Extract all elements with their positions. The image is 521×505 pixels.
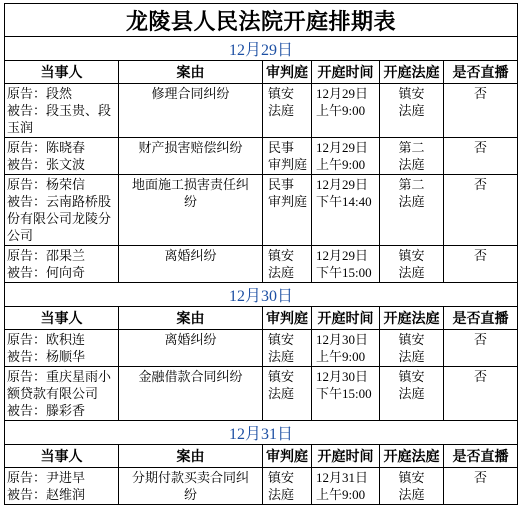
defendant-name: 被告：赵维润 bbox=[7, 487, 86, 502]
column-header-tribunal: 审判庭 bbox=[263, 61, 312, 84]
cause-cell bbox=[119, 84, 263, 138]
column-header-live-broadcast: 是否直播 bbox=[444, 307, 518, 330]
column-header-courtroom: 开庭法庭 bbox=[380, 445, 444, 468]
cause-cell bbox=[119, 468, 263, 505]
plaintiff-name: 原告：重庆星雨小额贷款有限公司 bbox=[7, 369, 112, 401]
cause-text: 离婚纠纷 bbox=[164, 248, 217, 263]
cause-text: 分期付款买卖合同纠纷 bbox=[131, 470, 249, 502]
column-header-live-broadcast: 是否直播 bbox=[444, 445, 518, 468]
tribunal-cell: 镇安 法庭 bbox=[263, 330, 312, 367]
table-row bbox=[5, 468, 518, 505]
defendant-name: 被告：滕彩香 bbox=[7, 403, 86, 418]
column-header-hearing-time: 开庭时间 bbox=[312, 445, 380, 468]
column-header-cause: 案由 bbox=[119, 445, 263, 468]
column-header-cause: 案由 bbox=[119, 307, 263, 330]
plaintiff-name: 原告：邵果兰 bbox=[7, 248, 86, 263]
section-date: 12月29日 bbox=[5, 37, 518, 61]
tribunal-cell: 镇安 法庭 bbox=[263, 367, 312, 421]
live-broadcast-cell: 否 bbox=[444, 84, 518, 138]
header-row bbox=[5, 61, 518, 84]
defendant-name: 被告：段玉贵、段玉润 bbox=[7, 103, 112, 135]
defendant-name: 被告：张文波 bbox=[7, 157, 86, 172]
hearing-time-cell: 12月29日 上午9:00 bbox=[312, 138, 380, 175]
live-broadcast-cell: 否 bbox=[444, 468, 518, 505]
hearing-time-cell: 12月29日 上午9:00 bbox=[312, 84, 380, 138]
table-row bbox=[5, 138, 518, 175]
hearing-time-cell: 12月29日 下午15:00 bbox=[312, 246, 380, 283]
section-date: 12月31日 bbox=[5, 421, 518, 445]
cause-cell bbox=[119, 175, 263, 246]
hearing-time-cell: 12月29日 下午14:40 bbox=[312, 175, 380, 246]
column-header-live-broadcast: 是否直播 bbox=[444, 61, 518, 84]
cause-cell bbox=[119, 367, 263, 421]
courtroom-cell: 镇安 法庭 bbox=[380, 84, 444, 138]
column-header-cause: 案由 bbox=[119, 61, 263, 84]
parties-cell bbox=[5, 138, 119, 175]
courtroom-cell: 第二 法庭 bbox=[380, 175, 444, 246]
cause-text: 财产损害赔偿纠纷 bbox=[138, 140, 243, 155]
column-header-hearing-time: 开庭时间 bbox=[312, 61, 380, 84]
cause-text: 地面施工损害责任纠纷 bbox=[131, 177, 249, 209]
courtroom-cell: 第二 法庭 bbox=[380, 138, 444, 175]
live-broadcast-cell: 否 bbox=[444, 138, 518, 175]
courtroom-cell: 镇安 法庭 bbox=[380, 468, 444, 505]
plaintiff-name: 原告：陈晓春 bbox=[7, 140, 86, 155]
column-header-parties: 当事人 bbox=[5, 445, 119, 468]
cause-cell bbox=[119, 138, 263, 175]
hearing-time-cell: 12月30日 下午15:00 bbox=[312, 367, 380, 421]
hearing-time-cell: 12月30日 上午9:00 bbox=[312, 330, 380, 367]
column-header-parties: 当事人 bbox=[5, 307, 119, 330]
plaintiff-name: 原告：欧积连 bbox=[7, 332, 86, 347]
parties-cell bbox=[5, 367, 119, 421]
cause-cell bbox=[119, 330, 263, 367]
live-broadcast-cell: 否 bbox=[444, 367, 518, 421]
title-row bbox=[5, 4, 518, 37]
column-header-courtroom: 开庭法庭 bbox=[380, 61, 444, 84]
defendant-name: 被告：云南路桥股份有限公司龙陵分公司 bbox=[7, 194, 112, 243]
column-header-parties: 当事人 bbox=[5, 61, 119, 84]
page-title: 龙陵县人民法院开庭排期表 bbox=[5, 4, 518, 37]
courtroom-cell: 镇安 法庭 bbox=[380, 330, 444, 367]
column-header-tribunal: 审判庭 bbox=[263, 307, 312, 330]
parties-cell bbox=[5, 330, 119, 367]
cause-text: 离婚纠纷 bbox=[164, 332, 217, 347]
cause-cell bbox=[119, 246, 263, 283]
section-date: 12月30日 bbox=[5, 283, 518, 307]
live-broadcast-cell: 否 bbox=[444, 330, 518, 367]
tribunal-cell: 民事 审判庭 bbox=[263, 138, 312, 175]
tribunal-cell: 民事 审判庭 bbox=[263, 175, 312, 246]
table-row bbox=[5, 246, 518, 283]
table-row bbox=[5, 367, 518, 421]
column-header-hearing-time: 开庭时间 bbox=[312, 307, 380, 330]
cause-text: 修理合同纠纷 bbox=[151, 86, 230, 101]
date-row bbox=[5, 283, 518, 307]
hearing-time-cell: 12月31日 上午9:00 bbox=[312, 468, 380, 505]
date-row bbox=[5, 421, 518, 445]
hearing-schedule-table bbox=[4, 3, 518, 505]
live-broadcast-cell: 否 bbox=[444, 246, 518, 283]
courtroom-cell: 镇安 法庭 bbox=[380, 367, 444, 421]
parties-cell bbox=[5, 84, 119, 138]
defendant-name: 被告：杨顺华 bbox=[7, 349, 86, 364]
date-row bbox=[5, 37, 518, 61]
plaintiff-name: 原告：尹进早 bbox=[7, 470, 86, 485]
column-header-tribunal: 审判庭 bbox=[263, 445, 312, 468]
plaintiff-name: 原告：杨荣信 bbox=[7, 177, 86, 192]
table-row bbox=[5, 175, 518, 246]
column-header-courtroom: 开庭法庭 bbox=[380, 307, 444, 330]
header-row bbox=[5, 445, 518, 468]
header-row bbox=[5, 307, 518, 330]
tribunal-cell: 镇安 法庭 bbox=[263, 84, 312, 138]
tribunal-cell: 镇安 法庭 bbox=[263, 468, 312, 505]
courtroom-cell: 镇安 法庭 bbox=[380, 246, 444, 283]
table-row bbox=[5, 84, 518, 138]
parties-cell bbox=[5, 468, 119, 505]
plaintiff-name: 原告：段然 bbox=[7, 86, 73, 101]
tribunal-cell: 镇安 法庭 bbox=[263, 246, 312, 283]
cause-text: 金融借款合同纠纷 bbox=[138, 369, 243, 384]
parties-cell bbox=[5, 175, 119, 246]
parties-cell bbox=[5, 246, 119, 283]
live-broadcast-cell: 否 bbox=[444, 175, 518, 246]
table-row bbox=[5, 330, 518, 367]
defendant-name: 被告：何向奇 bbox=[7, 265, 86, 280]
